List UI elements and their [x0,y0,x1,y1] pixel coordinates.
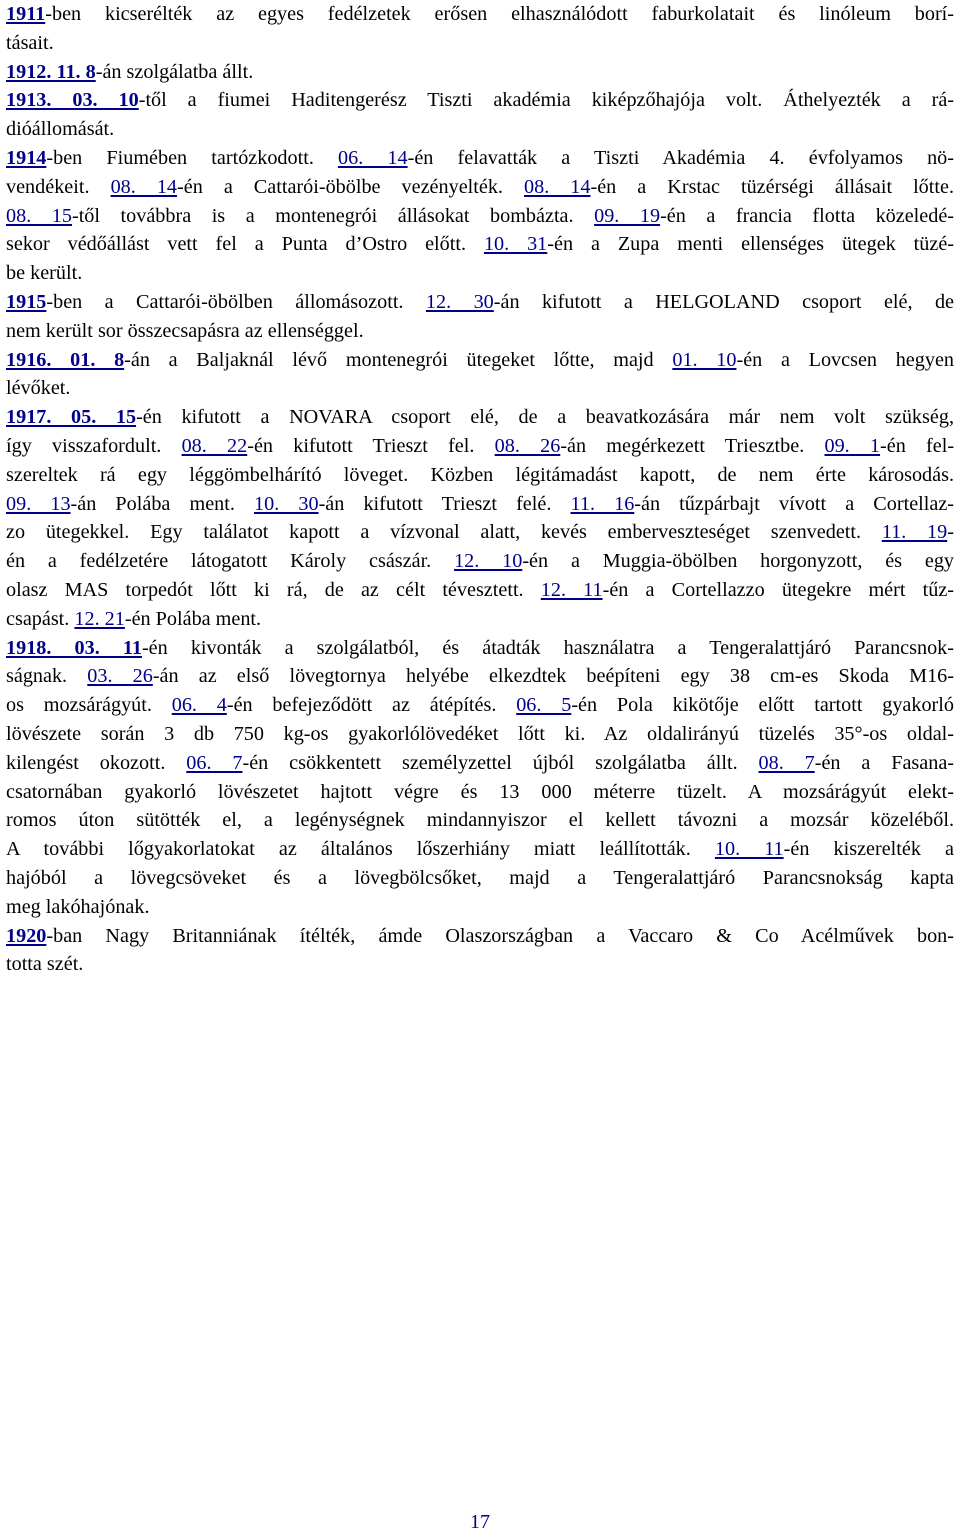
body-text: os mozsárágyút. [6,694,172,717]
body-text: be került. [6,262,83,285]
year-date-link[interactable]: 1916. 01. 8 [6,348,125,371]
date-link[interactable]: 08. 14 [524,175,591,198]
date-link[interactable]: 06. 5 [516,694,572,717]
body-text: -én a Muggia-öbölben horgonyzott, és egy [522,550,955,573]
body-text: sekor védőállást vett fel a Punta d’Ostro előtt. [6,233,484,256]
text-line [6,634,954,663]
body-text: lévőket. [6,377,71,400]
body-text: -án szolgálatba állt. [95,60,254,83]
body-text: -án kifutott Trieszt felé. [318,492,571,515]
body-text: szereltek rá egy léggömbelhárító löveget. Közben légitámadást kapott, de nem érte károsodás. [6,463,954,486]
date-link[interactable]: 01. 10 [672,348,737,371]
date-link[interactable]: 08. 7 [758,751,815,774]
text-line [6,432,954,461]
body-text: nem került sor összecsapásra az ellenséggel. [6,319,364,342]
text-line [6,778,954,807]
body-text: -én kivonták a szolgálatból, és átadták használatra a Tengeralattjáró Parancsnok- [141,636,954,659]
text-line [6,547,954,576]
page-number: 17 [470,1511,490,1533]
date-link[interactable]: 11. 19 [881,521,948,544]
text-line [6,144,954,173]
date-link[interactable]: 09. 19 [594,204,661,227]
body-text: romos úton sütötték el, a legénységnek mindannyiszor el kellett távozni a mozsár közeléből. [6,809,954,832]
year-date-link[interactable]: 1913. 03. 10 [6,89,139,112]
text-line [6,259,954,288]
body-text: -én kiszerelték a [783,838,954,861]
body-text: -én a Lovcsen hegyen [736,348,954,371]
text-line [6,576,954,605]
body-text: -án az első lövegtornya helyébe elkezdtek beépíteni egy 38 cm-es Skoda M16- [152,665,955,688]
date-link[interactable]: 10. 30 [254,492,319,515]
text-line [6,518,954,547]
text-line [6,374,954,403]
body-text: -án tűzpárbajt vívott a Cortellaz- [634,492,955,515]
body-text: -én a Fasana- [814,751,955,774]
text-line [6,749,954,778]
text-line [6,691,954,720]
body-text: -ben kicserélték az egyes fedélzetek erősen elhasználódott faburkolatait és linóleum borí- [45,3,954,25]
text-line [6,58,954,87]
body-text: hajóból a lövegcsöveket és a lövegbölcsőket, majd a Tengeralattjáró Parancsnokság kapta [6,866,954,889]
body-text: -én fel- [880,434,955,457]
chronology-entry-1911 [6,0,954,58]
body-text: lövészete során 3 db 750 kg-os gyakorlólövedéket lőtt ki. Az oldalirányú tüzelés 35°-os oldal- [6,722,954,745]
date-link[interactable]: 08. 15 [6,204,72,227]
date-link[interactable]: 12. 10 [454,550,523,573]
body-text: -től továbbra is a montenegrói állásokat bombázta. [71,204,595,227]
text-line [6,864,954,893]
body-text: -én a Cattarói-öbölbe vezényelték. [177,175,525,198]
body-text: totta szét. [6,953,84,976]
body-text: -án Polába ment. [70,492,255,515]
year-date-link[interactable]: 1912. 11. 8 [6,60,96,83]
year-date-link[interactable]: 1917. 05. 15 [6,406,137,429]
year-date-link[interactable]: 1920 [6,924,47,947]
chronology-entry-1918 [6,634,954,922]
date-link[interactable]: 06. 4 [171,694,227,717]
body-text: -án megérkezett Triesztbe. [560,434,825,457]
body-text: -én a francia flotta közeledé- [660,204,955,227]
body-text: -én Polába ment. [124,607,262,630]
date-link[interactable]: 10. 11 [714,838,784,861]
text-line [6,806,954,835]
body-text: -től a fiumei Haditengerész Tiszti akadémia kiképzőhajója volt. Áthelyezték a rá- [138,89,955,112]
body-text: -án kifutott a HELGOLAND csoport elé, de [493,290,955,313]
text-line [6,893,954,922]
body-text: -én felavatták a Tiszti Akadémia 4. évfolyamos nö- [407,146,954,169]
text-line [6,173,954,202]
document-page [6,0,954,979]
text-line [6,490,954,519]
body-text: kilengést okozott. [6,751,187,774]
date-link[interactable]: 11. 16 [570,492,635,515]
date-link[interactable]: 09. 1 [824,434,881,457]
body-text: A további lőgyakorlatokat az általános lőszerhiány miatt leállították. [6,838,715,861]
chronology-entry-1915 [6,288,954,346]
body-text: meg lakóhajónak. [6,895,150,918]
body-text: -én csökkentett személyzettel újból szolgálatba állt. [242,751,759,774]
year-date-link[interactable]: 1918. 03. 11 [6,636,142,659]
date-link[interactable]: 06. 7 [186,751,243,774]
body-text: ságnak. [6,665,88,688]
body-text: -én kifutott Trieszt fel. [247,434,495,457]
text-line [6,202,954,231]
body-text: -án a Baljaknál lévő montenegrói ütegeket lőtte, majd [124,348,673,371]
date-link[interactable]: 08. 22 [181,434,248,457]
text-line [6,835,954,864]
chronology-entry-1912 [6,58,954,87]
body-text: így visszafordult. [6,434,182,457]
text-line [6,922,954,951]
text-line [6,288,954,317]
body-text: -én a Krstac tüzérségi állásait lőtte. [590,175,955,198]
body-text: csatornában gyakorló lövészetet hajtott végre és 13 000 méterre tüzelt. A mozsárágyút elekt- [6,780,954,803]
body-text: dióállomását. [6,118,115,141]
year-date-link[interactable]: 1914 [6,146,47,169]
date-link[interactable]: 03. 26 [87,665,153,688]
body-text: -ben Fiumében tartózkodott. [46,146,339,169]
chronology-entry-1914 [6,144,954,288]
year-date-link[interactable]: 1915 [6,290,47,313]
text-line [6,720,954,749]
text-line [6,403,954,432]
body-text: -én a Cortellazzo ütegekre mért tűz- [602,578,954,601]
date-link[interactable]: 10. 31 [483,233,548,256]
text-line [6,662,954,691]
body-text: én a fedélzetére látogatott Károly császár. [6,550,455,573]
text-line [6,605,954,634]
body-text: vendékeit. [6,175,111,198]
chronology-entry-1917 [6,403,954,633]
body-text: -én kifutott a NOVARA csoport elé, de a beavatkozására már nem volt szükség, [136,406,954,429]
date-link[interactable]: 12. 21 [74,607,125,630]
date-link[interactable]: 08. 26 [494,434,561,457]
date-link[interactable]: 08. 14 [110,175,178,198]
date-link[interactable]: 12. 30 [425,290,494,313]
text-line [6,461,954,490]
text-line [6,317,954,346]
text-line [6,230,954,259]
body-text: -én befejeződött az átépítés. [226,694,517,717]
text-line [6,29,954,58]
chronology-entry-1916 [6,346,954,404]
body-text: -én a Zupa menti ellenséges ütegek tüzé- [547,233,955,256]
body-text: -ban Nagy Britanniának ítélték, ámde Olaszországban a Vaccaro & Co Acélművek bon- [46,924,954,947]
text-line [6,346,954,375]
text-line [6,0,954,29]
body-text: -én Pola kikötője előtt tartott gyakorló [571,694,954,717]
date-link[interactable]: 06. 14 [338,146,408,169]
body-text: tásait. [6,31,54,54]
text-line [6,950,954,979]
chronology-entry-1913 [6,86,954,144]
body-text: -ben a Cattarói-öbölben állomásozott. [46,290,426,313]
body-text: - [947,521,954,544]
text-line [6,115,954,144]
body-text: csapást. [6,607,75,630]
chronology-entry-1920 [6,922,954,980]
text-line [6,86,954,115]
date-link[interactable]: 12. 11 [540,578,603,601]
date-link[interactable]: 09. 13 [6,492,71,515]
body-text: olasz MAS torpedót lőtt ki rá, de az célt tévesztett. [6,578,541,601]
body-text: zo ütegekkel. Egy találatot kapott a vízvonal alatt, kevés emberveszteséget szenvedett. [6,521,882,544]
year-date-link[interactable]: 1911 [6,3,46,25]
